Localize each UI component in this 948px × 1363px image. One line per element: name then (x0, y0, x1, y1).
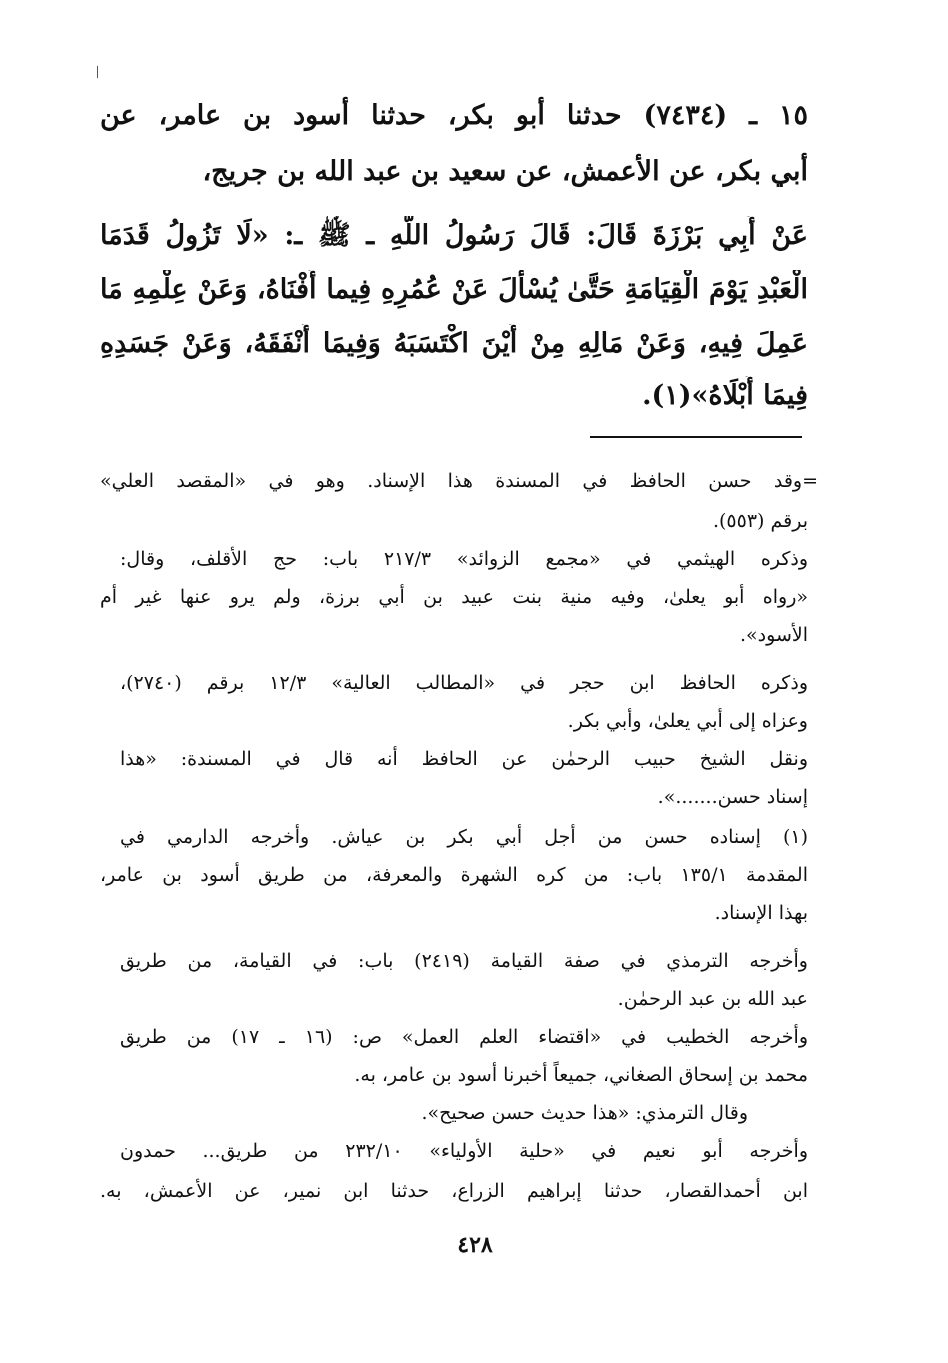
scan-mark (97, 66, 98, 78)
footnote-line: محمد بن إسحاق الصغاني، جميعاً أخبرنا أسود بن عامر، به. (354, 1064, 808, 1086)
hadith-line: الْعَبْدِ يَوْمَ الْقِيَامَةِ حَتَّىٰ يُسْأَلَ عَنْ عُمُرِهِ فِيما أَفْنَاهُ، وَعَنْ عِلْمِهِ مَا (100, 274, 808, 305)
footnote-line: ونقل الشيخ حبيب الرحمٰن عن الحافظ أنه قال في المسندة: «هذا (120, 748, 808, 770)
hadith-line: عَنْ أَبِي بَرْزَةَ قَالَ: قَالَ رَسُولُ اللَّهِ ـ ﷺ ـ: «لَا تَزُولُ قَدَمَا (100, 220, 808, 251)
footnote-line: وذكره الهيثمي في «مجمع الزوائد» ٢١٧/٣ باب: حج الأقلف، وقال: (120, 548, 808, 570)
footnote-separator (590, 436, 802, 438)
footnote-line: عبد الله بن عبد الرحمٰن. (617, 988, 808, 1010)
footnote-line: المقدمة ١٣٥/١ باب: من كره الشهرة والمعرفة، من طريق أسود بن عامر، (100, 864, 808, 886)
footnote-line: الأسود». (740, 624, 808, 646)
footnote-line: ابن أحمدالقصار، حدثنا إبراهيم الزراع، حدثنا ابن نمير، عن الأعمش، به. (100, 1180, 808, 1202)
footnote-line: وذكره الحافظ ابن حجر في «المطالب العالية» ١٢/٣ برقم (٢٧٤٠)، (120, 672, 808, 694)
hadith-line: عَمِلَ فِيهِ، وَعَنْ مَالِهِ مِنْ أَيْنَ اكْتَسَبَهُ وَفِيمَا أَنْفَقَهُ، وَعَنْ جَسَدِهِ (100, 328, 808, 359)
footnote-line: وأخرجه الترمذي في صفة القيامة (٢٤١٩) باب: في القيامة، من طريق (120, 950, 808, 972)
footnote-line: (١) إسناده حسن من أجل أبي بكر بن عياش. وأخرجه الدارمي في (120, 826, 808, 848)
footnote-line: بهذا الإسناد. (714, 902, 808, 924)
footnote-line: «رواه أبو يعلىٰ، وفيه منية بنت عبيد بن أبي برزة، ولم يرو عنها غير أم (100, 586, 808, 608)
footnote-line: =وقد حسن الحافظ في المسندة هذا الإسناد. وهو في «المقصد العلي» (100, 470, 818, 492)
footnote-line: إسناد حسن.......». (657, 786, 808, 808)
isnad-line: ١٥ ـ (٧٤٣٤) حدثنا أبو بكر، حدثنا أسود بن عامر، عن (100, 100, 808, 131)
hadith-line: فِيمَا أَبْلَاهُ»(١). (642, 380, 808, 411)
footnote-line: وأخرجه الخطيب في «اقتضاء العلم العمل» ص: (١٦ ـ ١٧) من طريق (120, 1026, 808, 1048)
footnote-line: وعزاه إلى أبي يعلىٰ، وأبي بكر. (567, 710, 808, 732)
isnad-line: أبي بكر، عن الأعمش، عن سعيد بن عبد الله بن جريج، (202, 156, 808, 187)
footnote-line: وأخرجه أبو نعيم في «حلية الأولياء» ٢٣٢/١٠ من طريق... حمدون (120, 1140, 808, 1162)
page-number: ٤٢٨ (457, 1232, 493, 1258)
footnote-line: وقال الترمذي: «هذا حديث حسن صحيح». (421, 1102, 748, 1124)
footnote-line: برقم (٥٥٣). (712, 510, 808, 532)
